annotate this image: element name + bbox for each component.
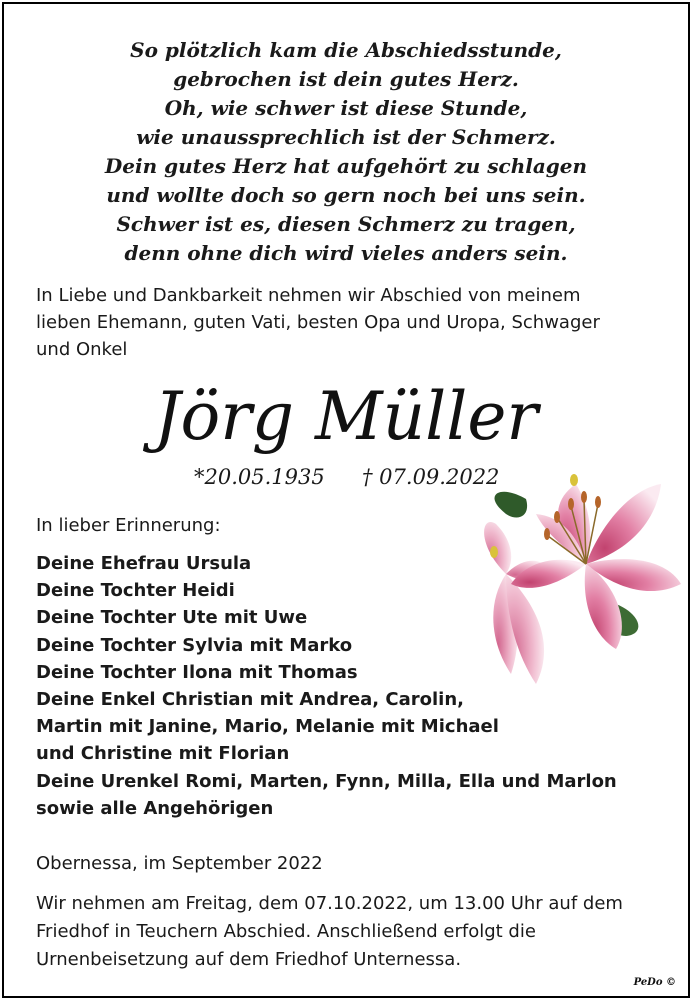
intro-line: In Liebe und Dankbarkeit nehmen wir Abschied von meinem xyxy=(36,285,581,306)
poem-line: So plötzlich kam die Abschiedsstunde, xyxy=(130,38,562,62)
poem xyxy=(4,36,688,268)
mourner-line: und Christine mit Florian xyxy=(36,743,290,765)
funeral-line: Urnenbeisetzung auf dem Friedhof Unternessa. xyxy=(36,949,462,970)
obituary-notice xyxy=(2,2,690,998)
mourners-list xyxy=(36,550,676,822)
poem-line: und wollte doch so gern noch bei uns sein. xyxy=(106,183,586,207)
memory-label: In lieber Erinnerung: xyxy=(36,515,221,536)
funeral-info xyxy=(36,890,676,974)
intro-line: lieben Ehemann, guten Vati, besten Opa und Uropa, Schwager xyxy=(36,312,600,333)
publisher-signature: PeDo © xyxy=(633,977,676,988)
poem-line: Dein gutes Herz hat aufgehört zu schlagen xyxy=(104,154,588,178)
mourner-line: Deine Urenkel Romi, Marten, Fynn, Milla, Ella und Marlon xyxy=(36,770,617,792)
mourner-line: Deine Enkel Christian mit Andrea, Carolin, xyxy=(36,689,464,711)
mourner-line: Deine Tochter Ute mit Uwe xyxy=(36,607,308,629)
death-date: † 07.09.2022 xyxy=(362,465,500,489)
place-date: Obernessa, im September 2022 xyxy=(36,853,323,874)
mourner-line: Deine Tochter Heidi xyxy=(36,580,235,602)
funeral-line: Wir nehmen am Freitag, dem 07.10.2022, um 13.00 Uhr auf dem xyxy=(36,893,623,914)
poem-line: gebrochen ist dein gutes Herz. xyxy=(173,67,519,91)
poem-line: Schwer ist es, diesen Schmerz zu tragen, xyxy=(116,212,576,236)
birth-date: *20.05.1935 xyxy=(194,465,325,489)
poem-line: wie unaussprechlich ist der Schmerz. xyxy=(136,125,556,149)
funeral-line: Friedhof in Teuchern Abschied. Anschließend erfolgt die xyxy=(36,921,536,942)
deceased-name: Jörg Müller xyxy=(154,378,538,455)
intro-line: und Onkel xyxy=(36,339,128,360)
mourner-line: sowie alle Angehörigen xyxy=(36,797,274,819)
mourner-line: Deine Ehefrau Ursula xyxy=(36,553,252,574)
poem-line: Oh, wie schwer ist diese Stunde, xyxy=(164,96,528,120)
poem-line: denn ohne dich wird vieles anders sein. xyxy=(124,241,568,265)
intro-text xyxy=(36,282,666,363)
mourner-line: Deine Tochter Sylvia mit Marko xyxy=(36,634,353,656)
mourner-line: Martin mit Janine, Mario, Melanie mit Michael xyxy=(36,716,499,738)
mourner-line: Deine Tochter Ilona mit Thomas xyxy=(36,661,358,683)
